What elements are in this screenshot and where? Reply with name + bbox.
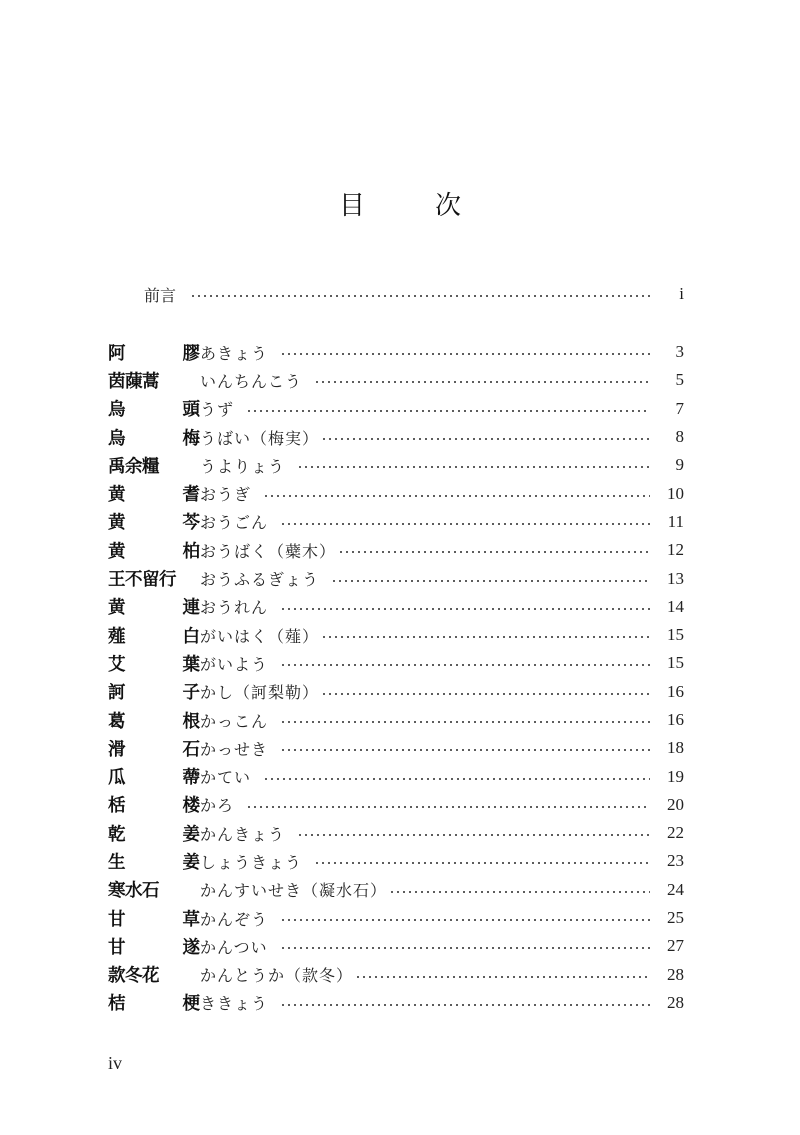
herb-reading: [200, 369, 314, 392]
herb-name-char: 石: [182, 739, 200, 760]
dot-leader: [280, 523, 650, 525]
herb-name-char: 耆: [182, 485, 200, 506]
herb-name-char: 芩: [182, 513, 200, 534]
toc-entry[interactable]: [108, 819, 684, 847]
herb-name-char: 烏: [108, 428, 126, 449]
reading-text: かんきょう: [200, 824, 286, 844]
herb-name-char: 瓜: [108, 768, 126, 789]
toc-entry[interactable]: [108, 762, 684, 790]
herb-reading: [200, 850, 314, 873]
dot-leader: [314, 381, 650, 383]
dot-leader: [280, 721, 650, 723]
dot-leader: [280, 664, 650, 666]
toc-page-number: 24: [667, 879, 684, 899]
herb-name-char: 膠: [182, 343, 200, 364]
herb-reading: [200, 341, 280, 364]
herb-reading: [200, 426, 321, 449]
herb-name-char: 款冬花: [108, 966, 159, 987]
reading-text: おうばく: [200, 541, 269, 561]
herb-name-char: 甘: [108, 937, 126, 958]
reading-text: うず: [200, 400, 235, 420]
reading-text: いんちんこう: [200, 371, 303, 391]
dot-leader: [280, 919, 650, 921]
dot-leader: [190, 295, 652, 297]
reading-text: かっこん: [200, 711, 269, 731]
reading-text: おうれん: [200, 598, 269, 618]
reading-text: かてい: [200, 768, 252, 788]
toc-page-number: 13: [667, 568, 684, 588]
dot-leader: [246, 410, 650, 412]
toc-entry[interactable]: [108, 961, 684, 989]
toc-entry[interactable]: [108, 621, 684, 649]
herb-name-char: 王不留行: [108, 570, 176, 591]
herb-name-char: 生: [108, 852, 126, 873]
reading-text: おうふるぎょう: [200, 570, 320, 590]
herb-name: [108, 594, 200, 619]
herb-name: [108, 906, 200, 931]
toc-entry[interactable]: [108, 678, 684, 706]
herb-name: [108, 849, 200, 874]
alt-name: （款冬）: [285, 966, 354, 986]
alt-name: （梅実）: [251, 428, 320, 448]
dot-leader: [263, 778, 650, 780]
dot-leader: [280, 608, 650, 610]
herb-name-char: 姜: [182, 824, 200, 845]
herb-name: [108, 566, 200, 591]
toc-entry[interactable]: [108, 876, 684, 904]
herb-name: [108, 679, 200, 704]
dot-leader: [280, 749, 650, 751]
toc-entry[interactable]: [108, 508, 684, 536]
herb-name-char: 葉: [182, 654, 200, 675]
herb-name-char: 連: [182, 598, 200, 619]
dot-leader: [280, 1004, 650, 1006]
reading-text: がいはく: [200, 626, 269, 646]
toc-entry-label: 前言: [144, 285, 177, 305]
reading-text: ききょう: [200, 994, 269, 1014]
toc-entry[interactable]: [108, 791, 684, 819]
herb-name: [108, 651, 200, 676]
herb-reading: [200, 652, 280, 675]
herb-name-char: 葛: [108, 711, 126, 732]
toc-page-number: 19: [667, 766, 684, 786]
reading-text: かんすいせき: [200, 881, 303, 901]
herb-name-char: 姜: [182, 852, 200, 873]
toc-entry[interactable]: [108, 904, 684, 932]
herb-name: [108, 368, 200, 393]
toc-page-number: 25: [667, 908, 684, 928]
herb-name-char: 根: [182, 711, 200, 732]
toc-page-number: 10: [667, 483, 684, 503]
dot-leader: [321, 636, 650, 638]
dot-leader: [321, 438, 650, 440]
toc-entry[interactable]: [108, 734, 684, 762]
toc-entry[interactable]: [108, 932, 684, 960]
herb-name: [108, 792, 200, 817]
alt-name: （蘗木）: [268, 541, 337, 561]
toc-page-number: 20: [667, 794, 684, 814]
herb-name-char: 滑: [108, 739, 126, 760]
toc-page-number: 15: [667, 653, 684, 673]
dot-leader: [263, 495, 650, 497]
dot-leader: [389, 891, 650, 893]
toc-page-number: 9: [675, 455, 684, 475]
toc-entry[interactable]: [108, 989, 684, 1017]
herb-name: [108, 877, 200, 902]
toc-page-number: 3: [675, 342, 684, 362]
herb-name-char: 遂: [182, 937, 200, 958]
herb-reading: [200, 822, 297, 845]
herb-name: [108, 821, 200, 846]
alt-name: （薤）: [268, 626, 320, 646]
toc-entry[interactable]: [108, 366, 684, 394]
herb-reading: [200, 991, 280, 1014]
reading-text: おうぎ: [200, 485, 252, 505]
toc-entry[interactable]: [108, 479, 684, 507]
toc-page-number: 15: [667, 625, 684, 645]
herb-name: [108, 990, 200, 1015]
herb-name-char: 柏: [182, 541, 200, 562]
herb-reading: [200, 510, 280, 533]
toc-page-number: 14: [667, 596, 684, 616]
herb-reading: [200, 737, 280, 760]
toc-page-number: 28: [667, 964, 684, 984]
herb-name: [108, 934, 200, 959]
dot-leader: [338, 551, 650, 553]
toc-entry[interactable]: [108, 451, 684, 479]
reading-text: かんぞう: [200, 909, 269, 929]
herb-name-char: 烏: [108, 400, 126, 421]
toc-list: [108, 338, 684, 1017]
alt-name: （訶梨勒）: [234, 683, 320, 703]
dot-leader: [297, 834, 650, 836]
footer-page-number: iv: [108, 1053, 123, 1073]
toc-page-number: 16: [667, 681, 684, 701]
reading-text: うばい: [200, 428, 252, 448]
toc-page-number: 8: [675, 427, 684, 447]
toc-page-number: 23: [667, 851, 684, 871]
herb-name-char: 頭: [182, 400, 200, 421]
herb-reading: [200, 963, 355, 986]
herb-name-char: 薤: [108, 626, 126, 647]
toc-entry[interactable]: [108, 338, 684, 366]
herb-name-char: 茵蔯蒿: [108, 371, 159, 392]
herb-name: [108, 538, 200, 563]
reading-text: おうごん: [200, 513, 269, 533]
herb-reading: [200, 878, 389, 901]
herb-name: [108, 623, 200, 648]
herb-name-char: 梅: [182, 428, 200, 449]
toc-page-number: 16: [667, 710, 684, 729]
reading-text: がいよう: [200, 654, 269, 674]
herb-name-char: 禹余糧: [108, 456, 159, 477]
toc-entry[interactable]: [108, 847, 684, 875]
toc-entry[interactable]: [108, 649, 684, 677]
herb-reading: [200, 397, 246, 420]
herb-name-char: 楼: [182, 796, 200, 817]
herb-name-char: 栝: [108, 796, 126, 817]
herb-reading: [200, 595, 280, 618]
herb-reading: [200, 907, 280, 930]
herb-reading: [200, 539, 338, 562]
herb-name-char: 黄: [108, 541, 126, 562]
reading-text: かんつい: [200, 937, 268, 957]
toc-page-number: 7: [675, 398, 684, 418]
herb-name: [108, 425, 200, 450]
herb-name-char: 蔕: [182, 768, 200, 789]
toc-page-number: i: [679, 284, 684, 303]
herb-name: [108, 708, 200, 733]
herb-name: [108, 481, 200, 506]
toc-page-number: 18: [667, 738, 684, 758]
reading-text: かっせき: [200, 739, 269, 759]
herb-name-char: 寒水石: [108, 881, 159, 902]
reading-text: うよりょう: [200, 456, 286, 476]
herb-name-char: 黄: [108, 513, 126, 534]
herb-name-char: 黄: [108, 598, 126, 619]
toc-page-number: 11: [667, 511, 684, 531]
herb-name: [108, 509, 200, 534]
herb-name-char: 白: [182, 626, 200, 647]
toc-page-number: 5: [675, 370, 684, 390]
herb-reading: [200, 765, 263, 788]
herb-name-char: 艾: [108, 654, 126, 675]
dot-leader: [280, 353, 650, 355]
toc-entry[interactable]: [108, 564, 684, 592]
herb-name: [108, 453, 200, 478]
herb-reading: [200, 567, 331, 590]
alt-name: （凝水石）: [302, 881, 388, 901]
toc-entry-preface[interactable]: [144, 282, 684, 306]
herb-name: [108, 396, 200, 421]
herb-name-char: 阿: [108, 343, 126, 364]
herb-reading: [200, 454, 297, 477]
toc-page-number: 28: [667, 992, 684, 1012]
reading-text: かんとうか: [200, 966, 286, 986]
herb-reading: [200, 680, 321, 703]
herb-name: [108, 764, 200, 789]
herb-name-char: 黄: [108, 485, 126, 506]
herb-reading: [200, 935, 280, 958]
toc-entry[interactable]: [108, 706, 684, 734]
herb-name: [108, 340, 200, 365]
reading-text: かし: [200, 683, 235, 703]
herb-reading: [200, 482, 263, 505]
toc-page-number: 22: [667, 823, 684, 843]
toc-entry[interactable]: [108, 593, 684, 621]
herb-name: [108, 962, 200, 987]
dot-leader: [331, 580, 650, 582]
dot-leader: [246, 806, 650, 808]
herb-name: [108, 736, 200, 761]
herb-name-char: 乾: [108, 824, 126, 845]
reading-text: しょうきょう: [200, 852, 303, 872]
dot-leader: [280, 947, 650, 949]
herb-reading: [200, 793, 246, 816]
dot-leader: [321, 693, 650, 695]
toc-entry[interactable]: [108, 423, 684, 451]
toc-entry[interactable]: [108, 536, 684, 564]
herb-name-char: 桔: [108, 994, 126, 1015]
dot-leader: [314, 862, 650, 864]
herb-reading: [200, 709, 280, 732]
herb-name-char: 梗: [182, 994, 200, 1015]
herb-reading: [200, 624, 321, 647]
page-title: 目 次: [338, 191, 483, 222]
reading-text: かろ: [200, 796, 235, 816]
herb-name-char: 甘: [108, 909, 126, 930]
herb-name-char: 子: [182, 683, 200, 704]
toc-page-number: 27: [667, 936, 684, 956]
herb-name-char: 草: [182, 909, 200, 930]
toc-page-number: 12: [667, 540, 684, 560]
dot-leader: [297, 466, 650, 468]
herb-name-char: 訶: [108, 683, 126, 704]
toc-entry[interactable]: [108, 395, 684, 423]
dot-leader: [355, 976, 650, 978]
reading-text: あきょう: [200, 343, 269, 363]
